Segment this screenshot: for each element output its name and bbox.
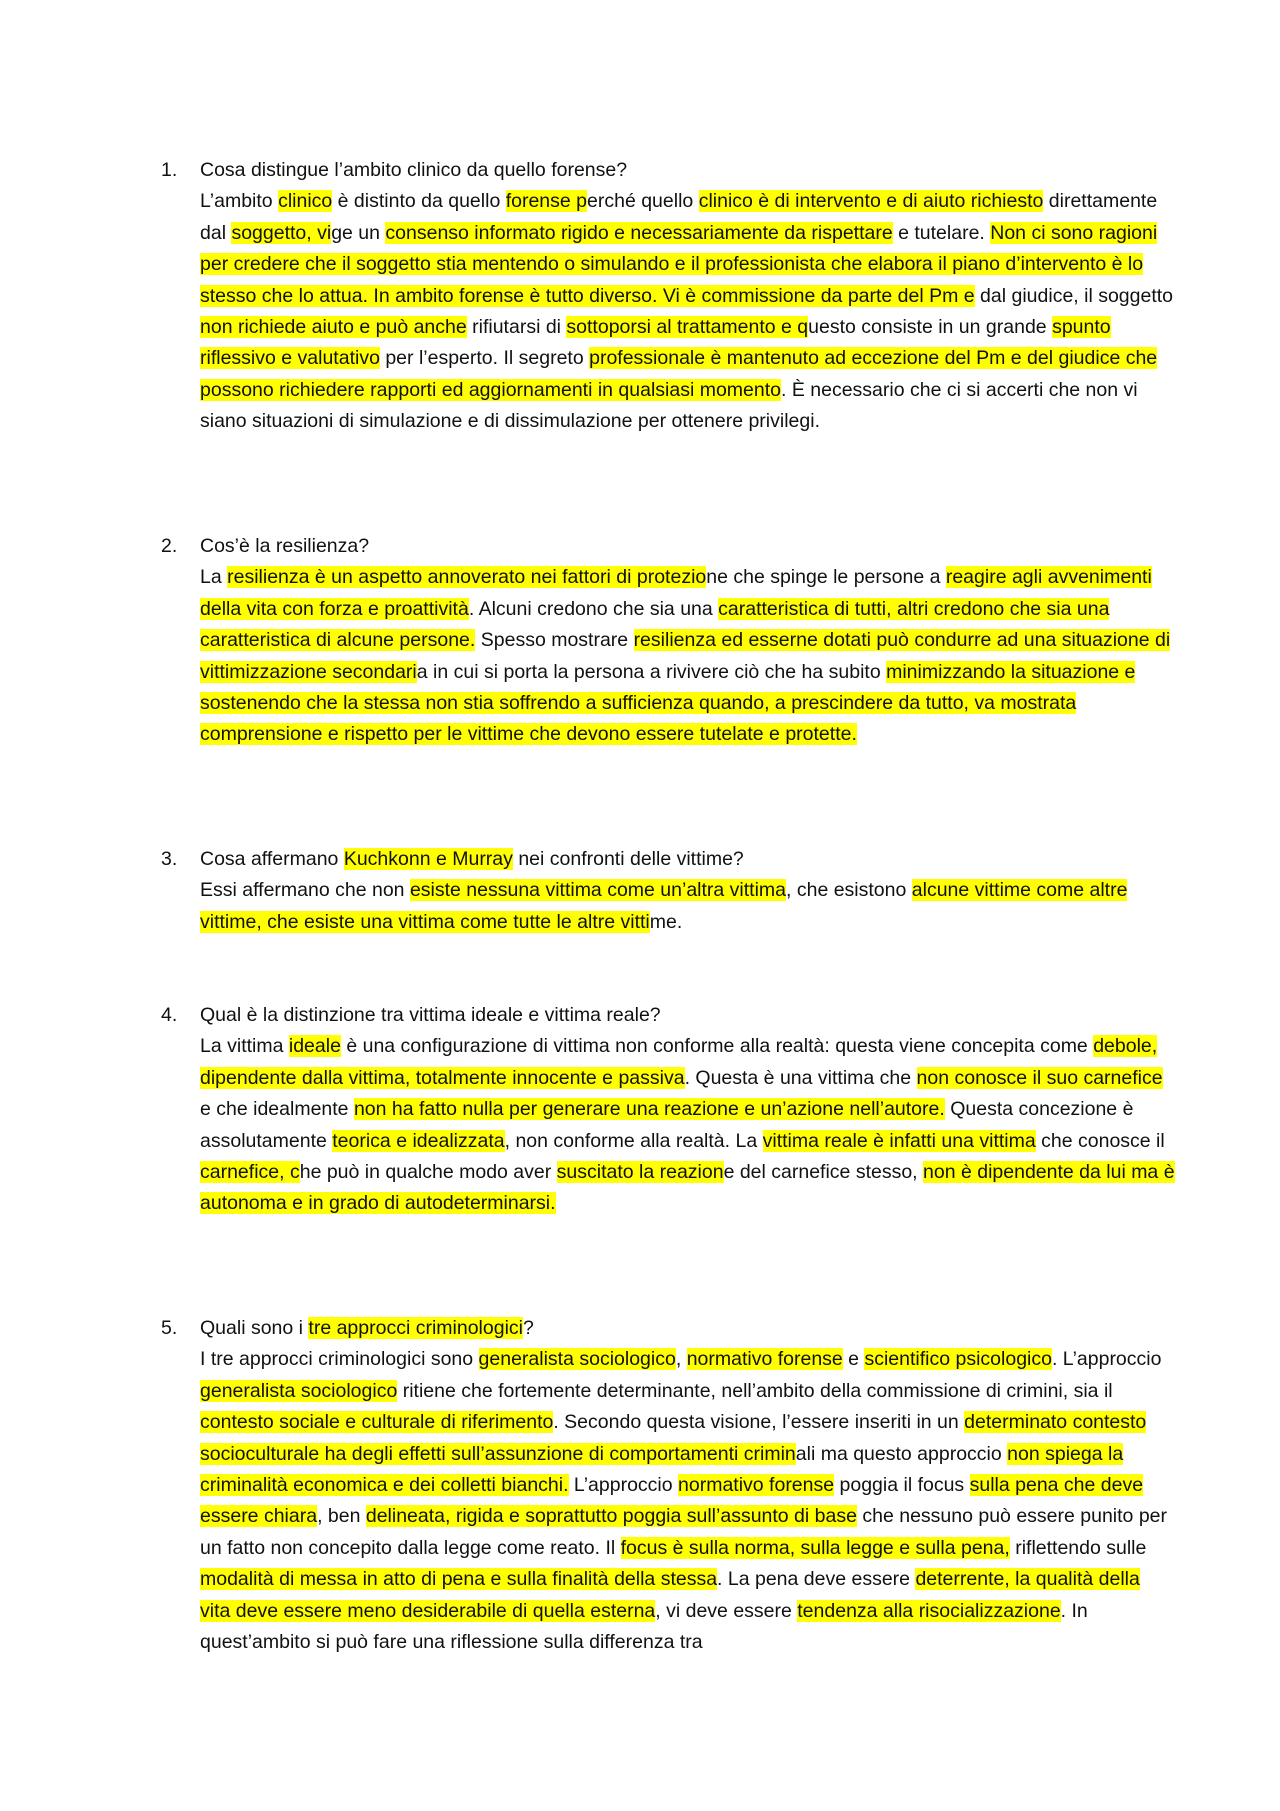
highlighted-text: alcune vittime come altre vittime, che esiste una vittima come tutte le altre vitti [200,879,1128,933]
highlighted-text: soggetto, vi [231,221,332,244]
answer-text [200,1344,1175,1658]
text-run: riflettendo sulle [1009,1536,1147,1559]
list-number: 4. [161,1004,178,1026]
highlighted-text: normativo forense [678,1474,835,1497]
answer-text [200,562,1175,750]
text-run: a in cui si porta la persona a rivivere ciò che ha subito [416,660,887,683]
highlighted-text: normativo forense [686,1348,843,1371]
text-run: è una configurazione di vittima non conforme alla realtà: questa viene concepita come [340,1035,1094,1058]
text-run: ne che spinge le persone a [706,566,946,589]
text-run: ali ma questo approccio [795,1442,1008,1465]
text-run: he può in qualche modo aver [299,1161,557,1184]
highlighted-text: caratteristica di tutti, altri credono che sia una caratteristica di alcune persone. [200,597,1110,652]
text-run: ? [522,1317,534,1339]
text-run: . Secondo questa visione, l’essere inseriti in un [553,1411,965,1434]
text-run: . È necessario che ci si accerti che non vi siano situazioni di simulazione e di dissimulazione per ottenere privilegi. [200,378,1138,433]
text-run: per l’esperto. Il segreto [379,347,590,370]
text-run: dal giudice, il soggetto [974,284,1174,307]
text-run: . In quest’ambito si può fare una riflessione sulla differenza tra [200,1599,1088,1654]
text-run: che conosce il [1035,1129,1165,1152]
text-run: erché quello [587,190,699,213]
text-run: , ben [317,1505,366,1528]
text-run: Quali sono i [200,1317,309,1339]
text-run: ge un [331,221,386,244]
question-text: Qual è la distinzione tra vittima ideale e vittima reale? [200,1004,661,1026]
highlighted-text: non ha fatto nulla per generare una reazione e un’azione nell’autore. [353,1098,945,1121]
text-run: è distinto da quello [332,190,506,213]
text-run: e che idealmente [200,1098,354,1121]
highlighted-text: suscitato la reazion [556,1161,724,1184]
highlighted-text: teorica e idealizzata [332,1129,505,1152]
highlighted-text: contesto sociale e culturale di riferimento [200,1411,554,1434]
highlighted-text: non è dipendente da lui ma è autonoma e in grado di autodeterminarsi. [200,1161,1175,1215]
highlighted-text: clinico è di intervento e di aiuto richiesto [698,190,1044,213]
question-text: Cosa distingue l’ambito clinico da quello forense? [200,159,628,181]
question-block-5 [161,1313,1175,1658]
highlighted-text: reagire agli avvenimenti della vita con forza e proattività [200,566,1152,620]
highlighted-text: non richiede aiuto e può anche [200,316,467,339]
highlighted-text: resilienza ed esserne dotati può condurre ad una situazione di vittimizzazione secondari [200,629,1171,683]
text-run: . La pena deve essere [717,1568,916,1591]
text-run: I tre approcci criminologici sono [200,1348,479,1371]
list-number: 3. [161,848,178,870]
highlighted-text: minimizzando la situazione e sostenendo che la stessa non stia soffrendo a sufficienza quando, a prescindere da tutto, va mostrata comprensione e rispetto per le vittime che devono essere tutelate e protette. [200,660,1136,746]
highlighted-text: generalista sociologico [200,1379,398,1402]
highlighted-text: tendenza alla risocializzazione [797,1599,1061,1622]
text-run: . Alcuni credono che sia una [468,597,719,620]
text-run: e del carnefice stesso, [723,1161,924,1184]
answer-text [200,186,1175,437]
highlighted-text: ideale [288,1035,341,1058]
text-run: Cosa affermano [200,848,344,870]
highlighted-text: spunto riflessivo e valutativo [200,316,1111,370]
highlighted-text: sottoporsi al trattamento e q [566,316,809,339]
highlighted-text: delineata, rigida e soprattutto poggia sull’assunto di base [365,1505,857,1528]
highlighted-text: esiste nessuna vittima come un’altra vittima [409,879,787,902]
highlighted-text: deterrente, la qualità della vita deve essere meno desiderabile di quella esterna [200,1568,1140,1622]
highlighted-text: vittima reale è infatti una vittima [762,1129,1036,1152]
answer-text [200,875,1175,938]
highlighted-text: determinato contesto socioculturale ha degli effetti sull’assunzione di comportamenti crimin [200,1411,1147,1465]
highlighted-text: debole, dipendente dalla vittima, totalmente innocente e passiva [200,1035,1158,1089]
question-text: Cos’è la resilienza? [200,535,370,557]
text-run: , non conforme alla realtà. La [504,1129,763,1152]
question-block-1 [161,155,1175,438]
list-number: 5. [161,1317,178,1339]
highlighted-text: non spiega la criminalità economica e dei colletti bianchi. [200,1442,1124,1497]
highlighted-text: modalità di messa in atto di pena e sulla finalità della stessa [200,1568,718,1591]
text-run: e tutelare. [892,221,991,244]
highlighted-text: scientifico psicologico [864,1348,1052,1371]
question-text [200,844,1175,875]
highlighted-text: professionale è mantenuto ad eccezione del Pm e del giudice che possono richiedere rapporti ed aggiornamenti in qualsiasi momento [200,347,1158,401]
text-run: L’ambito [200,190,279,213]
highlighted-text: resilienza è un aspetto annoverato nei fattori di protezio [227,566,707,589]
text-run: rifiutarsi di [466,316,567,339]
text-run: e [842,1348,865,1371]
text-run: , che esistono [786,879,912,902]
text-run: che nessuno può essere punito per un fatto non concepito dalla legge come reato. Il [200,1505,1168,1559]
text-run: La vittima [200,1035,289,1058]
highlighted-text: Non ci sono ragioni per credere che il soggetto stia mentendo o simulando e il professionista che elabora il piano d’intervento è lo stesso che lo attua. In ambito forense è tutto diverso. Vi è commissione da parte del Pm e [200,221,1158,307]
highlighted-text: consenso informato rigido e necessariamente da rispettare [385,221,893,244]
list-number: 1. [161,159,178,181]
highlighted-text: tre approcci criminologici [308,1317,523,1339]
highlighted-text: focus è sulla norma, sulla legge e sulla pena, [620,1536,1010,1559]
text-run: Essi affermano che non [200,879,410,902]
text-run: Questa concezione è assolutamente [200,1098,1134,1152]
question-block-4 [161,1000,1175,1220]
text-run: nei confronti delle vittime? [512,848,744,870]
text-run: me. [649,910,683,933]
text-run: Spesso mostrare [475,629,634,652]
text-run: . L’approccio [1051,1348,1162,1371]
text-run: . Questa è una vittima che [684,1066,917,1089]
question-block-3 [161,844,1175,938]
text-run: uesto consiste in un grande [808,316,1053,339]
highlighted-text: Kuchkonn e Murray [343,848,513,870]
text-run: poggia il focus [834,1474,970,1497]
highlighted-text: carnefice, c [200,1161,300,1184]
text-run: direttamente dal [200,190,1158,244]
highlighted-text: sulla pena che deve essere chiara [200,1474,1144,1528]
text-run: La [200,566,228,589]
question-text [200,1313,1175,1344]
highlighted-text: generalista sociologico [478,1348,676,1371]
text-run: , vi deve essere [655,1599,798,1622]
text-run: , [675,1348,687,1371]
highlighted-text: forense p [505,190,588,213]
highlighted-text: non conosce il suo carnefice [916,1066,1163,1089]
answer-text [200,1031,1175,1219]
list-number: 2. [161,535,178,557]
text-run: ritiene che fortemente determinante, nell’ambito della commissione di crimini, sia il [397,1379,1113,1402]
text-run: L’approccio [568,1474,679,1497]
question-block-2 [161,531,1175,751]
highlighted-text: clinico [278,190,333,213]
